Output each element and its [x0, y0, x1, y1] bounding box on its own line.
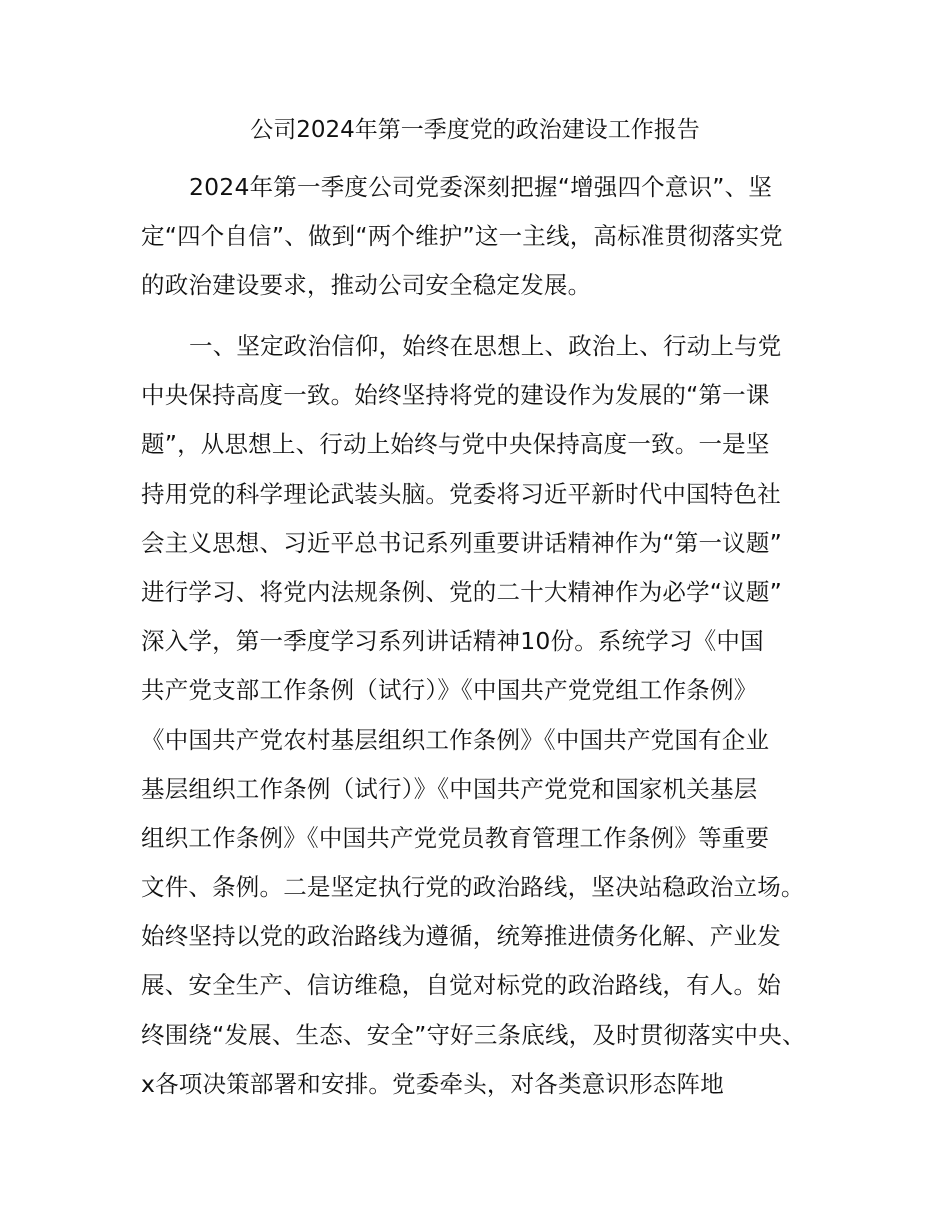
- text-line: 定“四个自信”、做到“两个维护”这一主线，高标准贯彻落实党: [141, 222, 783, 251]
- text-line: 共产党支部工作条例（试行）》《中国共产党党组工作条例》: [141, 676, 758, 705]
- text-line: 2024年第一季度公司党委深刻把握“增强四个意识”、坚: [189, 173, 773, 201]
- text-line: 展、安全生产、信访维稳，自觉对标党的政治路线，有人。始: [141, 971, 781, 1000]
- text-line: 深入学，第一季度学习系列讲话精神10份。系统学习《中国: [141, 627, 764, 656]
- text-line: 中央保持高度一致。始终坚持将党的建设作为发展的“第一课: [141, 381, 770, 410]
- text-line: 始终坚持以党的政治路线为遵循，统筹推进债务化解、产业发: [141, 922, 781, 951]
- document-title: 公司2024年第一季度党的政治建设工作报告: [250, 117, 700, 143]
- text-line: 基层组织工作条例（试行）》《中国共产党党和国家机关基层: [141, 774, 758, 803]
- text-line: 一、坚定政治信仰，始终在思想上、政治上、行动上与党: [189, 332, 782, 360]
- text-line: 终围绕“发展、生态、安全”守好三条底线，及时贯彻落实中央、: [141, 1020, 806, 1049]
- text-line: x各项决策部署和安排。党委牵头，对各类意识形态阵地: [141, 1069, 724, 1098]
- text-line: 文件、条例。二是坚定执行党的政治路线，坚决站稳政治立场。: [141, 873, 805, 902]
- text-line: 的政治建设要求，推动公司安全稳定发展。: [141, 271, 592, 300]
- paragraph-section-one: [141, 322, 813, 1109]
- text-line: 会主义思想、习近平总书记系列重要讲话精神作为“第一议题”: [141, 528, 782, 557]
- paragraph-intro: [141, 163, 813, 311]
- text-line: 持用党的科学理论武装头脑。党委将习近平新时代中国特色社: [141, 479, 781, 508]
- text-line: 《中国共产党农村基层组织工作条例》《中国共产党国有企业: [141, 725, 770, 754]
- text-line: 组织工作条例》《中国共产党党员教育管理工作条例》等重要: [141, 823, 770, 852]
- text-line: 题”，从思想上、行动上始终与党中央保持高度一致。一是坚: [141, 430, 770, 459]
- text-line: 进行学习、将党内法规条例、党的二十大精神作为必学“议题”: [141, 577, 782, 606]
